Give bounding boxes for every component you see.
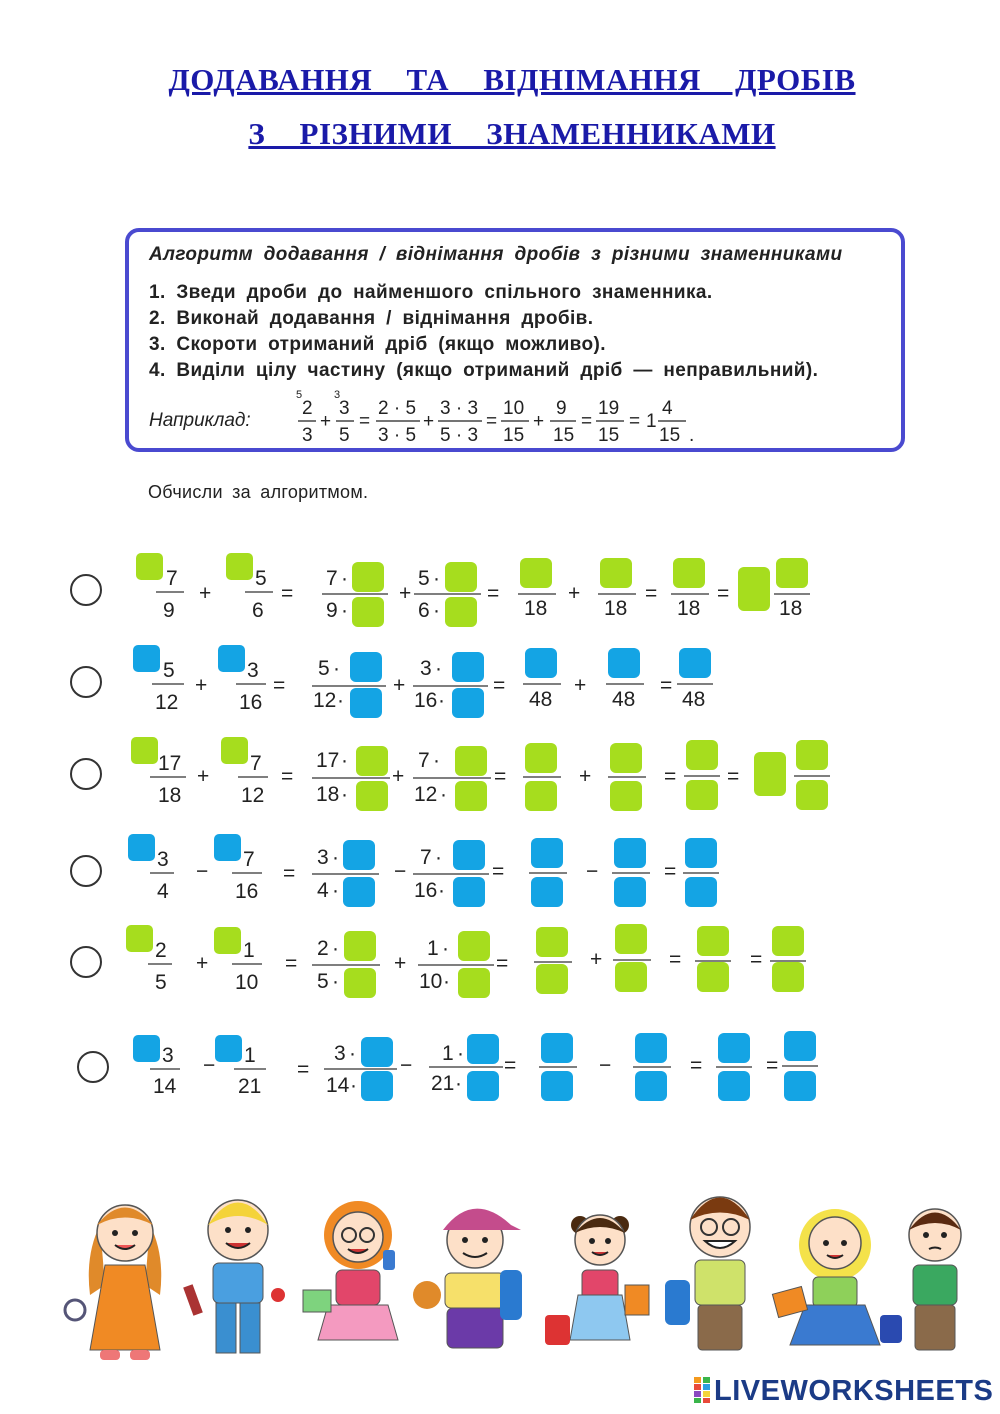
dot: · xyxy=(333,657,340,680)
child-figure xyxy=(183,1200,285,1353)
fraction-numerator: 5 xyxy=(418,567,430,590)
answer-box[interactable] xyxy=(718,1033,750,1063)
equals-sign: = xyxy=(273,674,286,697)
equals-sign: = xyxy=(645,582,658,605)
answer-box[interactable] xyxy=(350,652,382,682)
fraction-numerator: 17 xyxy=(316,749,340,772)
answer-box[interactable] xyxy=(214,834,241,861)
dot: · xyxy=(438,689,445,712)
fraction-denominator: 18 xyxy=(158,784,182,807)
answer-box[interactable] xyxy=(610,743,642,773)
operator: + xyxy=(195,674,208,697)
operator: + xyxy=(392,765,405,788)
operator: − xyxy=(400,1054,413,1077)
answer-box[interactable] xyxy=(453,877,485,907)
fraction-denominator: 14 xyxy=(326,1074,350,1097)
answer-box[interactable] xyxy=(344,931,376,961)
dot: · xyxy=(350,1074,357,1097)
example-num: 3 · 3 xyxy=(440,398,479,419)
answer-box[interactable] xyxy=(467,1034,499,1064)
liveworksheets-icon xyxy=(694,1377,710,1403)
fraction-denominator: 12 xyxy=(414,783,438,806)
answer-box[interactable] xyxy=(361,1037,393,1067)
example-op: + xyxy=(320,411,332,432)
fraction-denominator: 16 xyxy=(235,880,259,903)
dot: · xyxy=(443,970,450,993)
algorithm-heading: Алгоритм додавання / віднімання дробів з різними знаменниками xyxy=(149,244,843,265)
example-den: 5 xyxy=(339,425,350,446)
answer-box[interactable] xyxy=(531,877,563,907)
exercise-row-6 xyxy=(133,1031,818,1101)
dot: · xyxy=(341,599,348,622)
answer-box[interactable] xyxy=(610,781,642,811)
dot: · xyxy=(435,657,442,680)
answer-box[interactable] xyxy=(536,927,568,957)
operator: + xyxy=(568,582,581,605)
fraction-numerator: 5 xyxy=(318,657,330,680)
example-whole: 1 xyxy=(646,411,657,432)
fraction-numerator: 3 xyxy=(157,848,169,871)
dot: · xyxy=(332,879,339,902)
operator: + xyxy=(574,674,587,697)
fraction-denominator: 48 xyxy=(529,688,553,711)
dot: · xyxy=(341,749,348,772)
fraction-denominator: 10 xyxy=(235,971,259,994)
fraction-denominator: 21 xyxy=(238,1075,262,1098)
example-factor: 5 xyxy=(296,389,303,401)
equals-sign: = xyxy=(285,952,298,975)
equals-sign: = xyxy=(664,765,677,788)
fraction-denominator: 9 xyxy=(326,599,338,622)
fraction-denominator: 48 xyxy=(612,688,636,711)
child-figure xyxy=(772,1209,880,1345)
answer-box[interactable] xyxy=(218,645,245,672)
exercise-row-1 xyxy=(136,553,810,627)
fraction-denominator: 5 xyxy=(155,971,167,994)
fraction-numerator: 1 xyxy=(243,939,255,962)
equals-sign: = xyxy=(492,860,505,883)
answer-box[interactable] xyxy=(686,780,718,810)
operator: − xyxy=(586,860,599,883)
dot: · xyxy=(455,1072,462,1095)
operator: + xyxy=(197,765,210,788)
example-op: + xyxy=(533,411,545,432)
child-figure xyxy=(665,1197,750,1350)
answer-box[interactable] xyxy=(525,743,557,773)
example-num: 2 xyxy=(302,398,313,419)
answer-box[interactable] xyxy=(635,1033,667,1063)
child-figure xyxy=(65,1205,161,1360)
algorithm-step-1: 1. Зведи дроби до найменшого спільного знаменника. xyxy=(149,282,713,303)
answer-box[interactable] xyxy=(600,558,632,588)
operator: + xyxy=(394,952,407,975)
fraction-denominator: 18 xyxy=(604,597,628,620)
answer-box[interactable] xyxy=(361,1071,393,1101)
example-eq: = xyxy=(629,411,641,432)
answer-box[interactable] xyxy=(356,746,388,776)
child-figure xyxy=(413,1209,522,1348)
answer-box[interactable] xyxy=(635,1071,667,1101)
fraction-denominator: 4 xyxy=(157,880,169,903)
answer-box[interactable] xyxy=(350,688,382,718)
equals-sign: = xyxy=(297,1058,310,1081)
fraction-denominator: 10 xyxy=(419,970,443,993)
child-figure xyxy=(303,1201,398,1340)
example-num: 10 xyxy=(503,398,525,419)
equals-sign: = xyxy=(750,948,763,971)
fraction-denominator: 12 xyxy=(313,689,337,712)
example-eq: = xyxy=(359,411,371,432)
dot: · xyxy=(438,879,445,902)
dot: · xyxy=(457,1042,464,1065)
answer-box[interactable] xyxy=(614,877,646,907)
fraction-numerator: 3 xyxy=(247,659,259,682)
fraction-denominator: 5 xyxy=(317,970,329,993)
equals-sign: = xyxy=(690,1054,703,1077)
answer-box[interactable] xyxy=(352,562,384,592)
fraction-denominator: 18 xyxy=(677,597,701,620)
answer-box[interactable] xyxy=(685,838,717,868)
answer-box[interactable] xyxy=(221,737,248,764)
equals-sign: = xyxy=(766,1054,779,1077)
fraction-denominator: 18 xyxy=(316,783,340,806)
answer-box[interactable] xyxy=(520,558,552,588)
example-den: 3 · 5 xyxy=(378,425,417,446)
example-den: 15 xyxy=(553,425,575,446)
fraction-numerator: 1 xyxy=(244,1044,256,1067)
answer-box[interactable] xyxy=(614,838,646,868)
fraction-denominator: 18 xyxy=(524,597,548,620)
child-figure xyxy=(880,1209,961,1350)
equals-sign: = xyxy=(727,765,740,788)
answer-box[interactable] xyxy=(453,840,485,870)
answer-box[interactable] xyxy=(343,877,375,907)
fraction-denominator: 12 xyxy=(241,784,265,807)
answer-box[interactable] xyxy=(452,688,484,718)
example-period: . xyxy=(689,425,695,446)
operator: − xyxy=(394,860,407,883)
answer-box[interactable] xyxy=(796,780,828,810)
example-op: + xyxy=(423,411,435,432)
fraction-numerator: 1 xyxy=(427,937,439,960)
equals-sign: = xyxy=(669,948,682,971)
answer-box[interactable] xyxy=(772,962,804,992)
fraction-numerator: 3 xyxy=(334,1042,346,1065)
answer-box[interactable] xyxy=(718,1071,750,1101)
equals-sign: = xyxy=(664,860,677,883)
answer-box[interactable] xyxy=(772,926,804,956)
exercise-row-3 xyxy=(131,737,830,811)
answer-box[interactable] xyxy=(608,648,640,678)
example-num: 4 xyxy=(662,398,673,419)
exercise-row-4 xyxy=(128,834,719,907)
exercise-row-2 xyxy=(133,645,713,718)
fraction-numerator: 7 xyxy=(250,752,262,775)
fraction-numerator: 7 xyxy=(243,848,255,871)
equals-sign: = xyxy=(283,862,296,885)
whole-part-box[interactable] xyxy=(754,752,786,796)
answer-box[interactable] xyxy=(131,737,158,764)
answer-box[interactable] xyxy=(126,925,153,952)
dot: · xyxy=(433,567,440,590)
fraction-numerator: 3 xyxy=(420,657,432,680)
child-figure xyxy=(545,1215,649,1345)
fraction-numerator: 7 xyxy=(326,567,338,590)
dot: · xyxy=(332,846,339,869)
dot: · xyxy=(332,937,339,960)
example-eq: = xyxy=(581,411,593,432)
example-eq: = xyxy=(486,411,498,432)
dot: · xyxy=(442,937,449,960)
dot: · xyxy=(341,567,348,590)
answer-box[interactable] xyxy=(455,746,487,776)
example-den: 15 xyxy=(598,425,620,446)
fraction-denominator: 18 xyxy=(779,597,803,620)
operator: + xyxy=(199,582,212,605)
answer-box[interactable] xyxy=(776,558,808,588)
example-label: Наприклад: xyxy=(149,410,251,431)
operator: − xyxy=(196,860,209,883)
example-den: 15 xyxy=(659,425,681,446)
equals-sign: = xyxy=(493,674,506,697)
fraction-numerator: 7 xyxy=(166,567,178,590)
dot: · xyxy=(332,970,339,993)
answer-box[interactable] xyxy=(531,838,563,868)
fraction-denominator: 16 xyxy=(414,879,438,902)
operator: + xyxy=(196,952,209,975)
equals-sign: = xyxy=(717,582,730,605)
answer-box[interactable] xyxy=(615,962,647,992)
example-num: 9 xyxy=(556,398,567,419)
fraction-numerator: 7 xyxy=(418,749,430,772)
answer-box[interactable] xyxy=(458,931,490,961)
operator: − xyxy=(203,1054,216,1077)
equals-sign: = xyxy=(281,765,294,788)
fraction-numerator: 5 xyxy=(255,567,267,590)
liveworksheets-logo xyxy=(694,1375,993,1408)
answer-box[interactable] xyxy=(784,1031,816,1061)
operator: + xyxy=(393,674,406,697)
fraction-numerator: 17 xyxy=(158,752,182,775)
example-num: 19 xyxy=(598,398,620,419)
fraction-denominator: 16 xyxy=(239,691,263,714)
answer-box[interactable] xyxy=(686,740,718,770)
answer-box[interactable] xyxy=(128,834,155,861)
answer-box[interactable] xyxy=(467,1071,499,1101)
answer-box[interactable] xyxy=(136,553,163,580)
answer-box[interactable] xyxy=(455,781,487,811)
title-line-2: З РІЗНИМИ ЗНАМЕННИКАМИ xyxy=(248,116,776,151)
answer-box[interactable] xyxy=(541,1033,573,1063)
operator: + xyxy=(590,948,603,971)
equals-sign: = xyxy=(496,952,509,975)
fraction-numerator: 7 xyxy=(420,846,432,869)
operator: + xyxy=(399,582,412,605)
answer-box[interactable] xyxy=(214,927,241,954)
answer-box[interactable] xyxy=(685,877,717,907)
equals-sign: = xyxy=(487,582,500,605)
answer-box[interactable] xyxy=(615,924,647,954)
example-den: 3 xyxy=(302,425,313,446)
title-line-1: ДОДАВАННЯ ТА ВІДНІМАННЯ ДРОБІВ xyxy=(168,62,856,97)
fraction-numerator: 2 xyxy=(317,937,329,960)
operator: − xyxy=(599,1054,612,1077)
fraction-numerator: 3 xyxy=(317,846,329,869)
watermark-text: LIVEWORKSHEETS xyxy=(714,1375,994,1407)
dot: · xyxy=(337,689,344,712)
answer-box[interactable] xyxy=(673,558,705,588)
answer-box[interactable] xyxy=(784,1071,816,1101)
answer-box[interactable] xyxy=(133,1035,160,1062)
equals-sign: = xyxy=(281,582,294,605)
dot: · xyxy=(435,846,442,869)
fraction-numerator: 5 xyxy=(163,659,175,682)
answer-box[interactable] xyxy=(525,648,557,678)
fraction-numerator: 3 xyxy=(162,1044,174,1067)
answer-box[interactable] xyxy=(458,968,490,998)
fraction-denominator: 21 xyxy=(431,1072,455,1095)
fraction-denominator: 9 xyxy=(163,599,175,622)
equals-sign: = xyxy=(504,1054,517,1077)
fraction-denominator: 12 xyxy=(155,691,179,714)
answer-box[interactable] xyxy=(525,781,557,811)
example-factor: 3 xyxy=(334,389,341,401)
whole-part-box[interactable] xyxy=(738,567,770,611)
answer-box[interactable] xyxy=(536,964,568,994)
answer-box[interactable] xyxy=(679,648,711,678)
algorithm-step-3: 3. Скороти отриманий дріб (якщо можливо). xyxy=(149,334,606,355)
fraction-denominator: 6 xyxy=(252,599,264,622)
answer-box[interactable] xyxy=(445,562,477,592)
answer-box[interactable] xyxy=(452,652,484,682)
answer-box[interactable] xyxy=(226,553,253,580)
answer-box[interactable] xyxy=(352,597,384,627)
algorithm-step-2: 2. Виконай додавання / віднімання дробів. xyxy=(149,308,594,329)
example-den: 15 xyxy=(503,425,525,446)
fraction-numerator: 1 xyxy=(442,1042,454,1065)
exercise-row-5 xyxy=(126,924,806,998)
fraction-numerator: 2 xyxy=(155,939,167,962)
dot: · xyxy=(433,599,440,622)
answer-box[interactable] xyxy=(356,781,388,811)
instruction-text: Обчисли за алгоритмом. xyxy=(148,482,369,502)
answer-box[interactable] xyxy=(344,968,376,998)
dot: · xyxy=(349,1042,356,1065)
answer-box[interactable] xyxy=(697,926,729,956)
fraction-denominator: 6 xyxy=(418,599,430,622)
answer-box[interactable] xyxy=(697,962,729,992)
dot: · xyxy=(433,749,440,772)
algorithm-step-4: 4. Виділи цілу частину (якщо отриманий дріб — неправильний). xyxy=(149,360,819,381)
dot: · xyxy=(341,783,348,806)
answer-box[interactable] xyxy=(796,740,828,770)
equals-sign: = xyxy=(494,765,507,788)
fraction-denominator: 48 xyxy=(682,688,706,711)
dot: · xyxy=(440,783,447,806)
operator: + xyxy=(579,765,592,788)
answer-box[interactable] xyxy=(133,645,160,672)
example-den: 5 · 3 xyxy=(440,425,479,446)
fraction-denominator: 14 xyxy=(153,1075,177,1098)
answer-box[interactable] xyxy=(343,840,375,870)
fraction-denominator: 4 xyxy=(317,879,329,902)
equals-sign: = xyxy=(660,674,673,697)
answer-box[interactable] xyxy=(445,597,477,627)
example-num: 2 · 5 xyxy=(378,398,417,419)
children-illustration xyxy=(60,1185,980,1375)
example-num: 3 xyxy=(339,398,350,419)
answer-box[interactable] xyxy=(215,1035,242,1062)
fraction-denominator: 16 xyxy=(414,689,438,712)
answer-box[interactable] xyxy=(541,1071,573,1101)
